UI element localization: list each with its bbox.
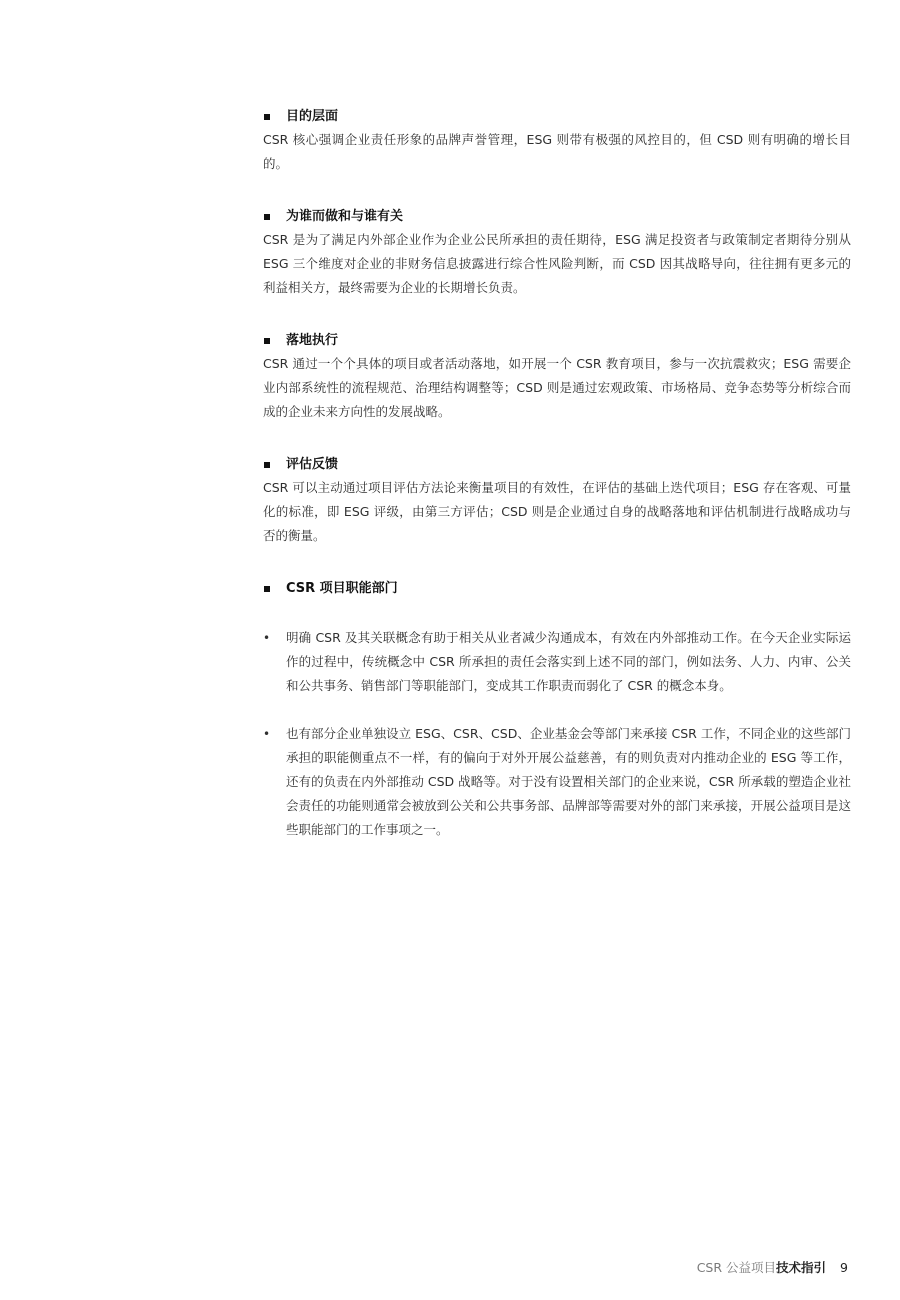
list-item-text: 也有部分企业单独设立 ESG、CSR、CSD、企业基金会等部门来承接 CSR 工作，不同企业的这些部门承担的职能侧重点不一样，有的偏向于对外开展公益慈善，有的则负责对内推动企业的 ESG 等工作，还有的负责在内外部推动 CSD 战略等。对于没有设置相关部门的企业来说，CSR 所承载的塑造企业社会责任的功能则通常会被放到公关和公共事务部、品牌部等需要对外的部门来承接，开展公益项目是这些职能部门的工作事项之一。 [286,726,851,837]
section-heading: 目的层面 [286,109,339,124]
section-heading: 为谁而做和与谁有关 [286,209,404,224]
footer-doc-title: 技术指引 [776,1260,827,1275]
section-body: CSR 可以主动通过项目评估方法论来衡量项目的有效性，在评估的基础上迭代项目；ESG 存在客观、可量化的标准，即 ESG 评级，由第三方评估；CSD 则是企业通过自身的战略落地和评估机制进行战略成功与否的衡量。 [263,480,851,543]
square-bullet-icon [264,114,270,120]
section-stakeholders [263,206,851,300]
bullet-list [263,626,851,842]
page-footer [697,1258,848,1278]
section-heading: CSR 项目职能部门 [286,581,398,596]
bullet-dot-icon: • [263,727,271,741]
list-item [263,626,851,698]
section-execution [263,330,851,424]
square-bullet-icon [264,586,270,592]
section-body: CSR 通过一个个具体的项目或者活动落地，如开展一个 CSR 教育项目，参与一次抗震救灾；ESG 需要企业内部系统性的流程规范、治理结构调整等；CSD 则是通过宏观政策、市场格局、竞争态势等分析综合而成的企业未来方向性的发展战略。 [263,356,851,419]
square-bullet-icon [264,214,270,220]
page-content [263,106,851,872]
list-item-text: 明确 CSR 及其关联概念有助于相关从业者减少沟通成本，有效在内外部推动工作。在今天企业实际运作的过程中，传统概念中 CSR 所承担的责任会落实到上述不同的部门，例如法务、人力、内审、公关和公共事务、销售部门等职能部门，变成其工作职责而弱化了 CSR 的概念本身。 [286,630,851,693]
section-evaluation [263,454,851,548]
square-bullet-icon [264,462,270,468]
list-item [263,722,851,842]
square-bullet-icon [264,338,270,344]
section-heading: 评估反馈 [286,457,339,472]
footer-doc-prefix: CSR 公益项目 [696,1260,777,1275]
section-body: CSR 核心强调企业责任形象的品牌声誉管理，ESG 则带有极强的风控目的，但 CSD 则有明确的增长目的。 [263,132,851,171]
section-departments [263,578,851,842]
bullet-dot-icon: • [263,631,271,645]
section-heading: 落地执行 [286,333,339,348]
page-number: 9 [840,1260,848,1275]
section-body: CSR 是为了满足内外部企业作为企业公民所承担的责任期待，ESG 满足投资者与政策制定者期待分别从 ESG 三个维度对企业的非财务信息披露进行综合性风险判断，而 CSD 因其战略导向，往往拥有更多元的利益相关方，最终需要为企业的长期增长负责。 [263,232,851,295]
section-purpose [263,106,851,176]
